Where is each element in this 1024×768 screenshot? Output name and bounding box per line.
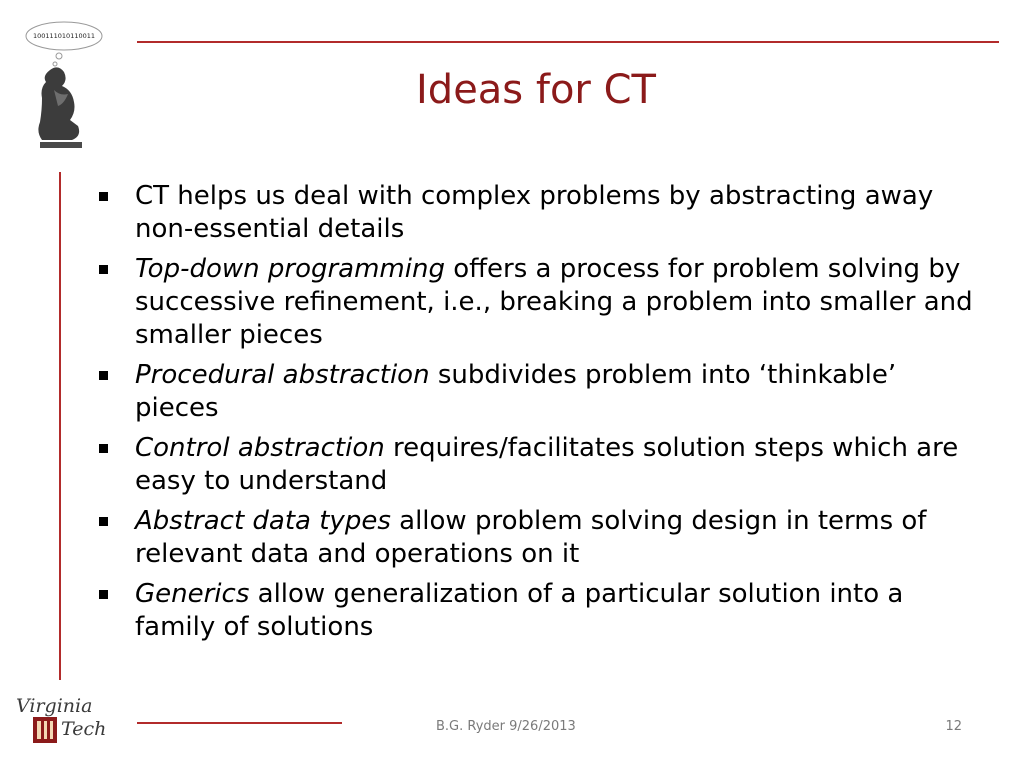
list-item (98, 505, 978, 571)
square-bullet-icon (99, 371, 108, 380)
thought-bubble-text: 100111010110011 (32, 32, 96, 40)
page-number: 12 (945, 719, 962, 734)
square-bullet-icon (99, 444, 108, 453)
square-bullet-icon (99, 265, 108, 274)
square-bullet-icon (99, 192, 108, 201)
logo-word-tech: Tech (61, 718, 107, 740)
bullet-list (98, 180, 978, 651)
title-underline (137, 41, 999, 43)
bullet-text: allow problem solving design in terms of relevant data and operations on it (135, 506, 927, 569)
list-item (98, 578, 978, 644)
list-item (98, 432, 978, 498)
square-bullet-icon (99, 517, 108, 526)
bullet-text: CT helps us deal with complex problems by abstracting away non-essential details (135, 181, 934, 244)
footer-accent-line (137, 722, 342, 724)
bullet-term: Abstract data types (135, 506, 391, 536)
footer-author-date: B.G. Ryder 9/26/2013 (436, 719, 576, 734)
thinker-statue-icon (24, 18, 136, 150)
bullet-term: Control abstraction (135, 433, 385, 463)
list-item (98, 359, 978, 425)
bullet-text: offers a process for problem solving by successive refinement, i.e., breaking a problem into smaller and smaller pieces (135, 254, 973, 350)
list-item (98, 180, 978, 246)
square-bullet-icon (99, 590, 108, 599)
bullet-term: Top-down programming (135, 254, 445, 284)
bullet-text: allow generalization of a particular solution into a family of solutions (135, 579, 904, 642)
left-accent-line (59, 172, 61, 680)
bullet-text: requires/facilitates solution steps which are easy to understand (135, 433, 959, 496)
logo-word-virginia: Virginia (16, 695, 93, 717)
bullet-text: subdivides problem into ‘thinkable’ pieces (135, 360, 897, 423)
virginia-tech-logo (14, 694, 126, 748)
bullet-term: Generics (135, 579, 250, 609)
list-item (98, 253, 978, 352)
bullet-term: Procedural abstraction (135, 360, 430, 390)
slide-title: Ideas for CT (416, 67, 656, 113)
